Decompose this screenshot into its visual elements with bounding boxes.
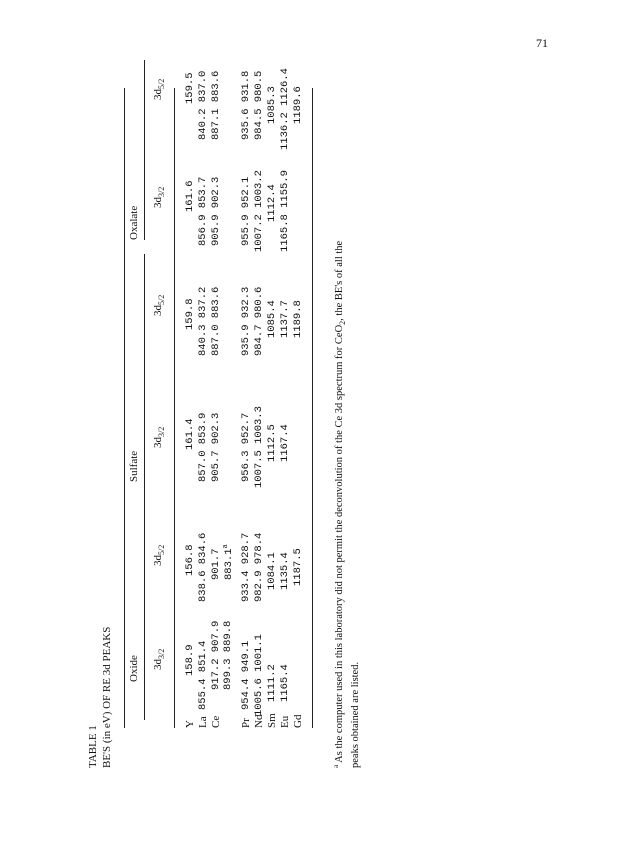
- rotated-table-page: [86, 48, 376, 768]
- oxide-3d32-la: 855.4 851.4: [197, 640, 209, 710]
- oxalate-3d32-y: 161.6: [184, 180, 196, 212]
- oxalate-3d52-nd: 984.5 980.5: [253, 70, 265, 140]
- table-caption: [86, 627, 114, 768]
- table-label: TABLE 1: [87, 725, 99, 768]
- oxalate-3d52-ce: 887.1 883.6: [210, 70, 222, 140]
- subhead-oxalate-3d52: $3d_{5/2}$: [152, 78, 166, 100]
- sulfate-3d52-gd: 1189.8: [292, 300, 304, 338]
- oxalate-3d32-la: 856.9 853.7: [197, 176, 209, 246]
- oxide-3d52-la: 838.6 834.6: [197, 532, 209, 602]
- subhead-oxide-3d52: $3d_{5/2}$: [152, 544, 166, 566]
- oxide-3d52-ce-2: 883.1$^a$: [222, 544, 235, 580]
- footnote-line-1: $^a$ As the computer used in this laboratory did not permit the deconvolution of the Ce 3d spectrum for CeO$_2$, the BE's of all the: [332, 240, 347, 768]
- oxalate-3d32-nd: 1007.2 1003.2: [253, 170, 265, 252]
- oxide-3d32-ce-1: 917.2 907.9: [210, 620, 222, 690]
- group-header-oxalate: Oxalate: [128, 205, 140, 240]
- oxalate-3d32-ce: 905.9 902.3: [210, 176, 222, 246]
- row-label-ce: Ce: [210, 715, 222, 728]
- footnote-mark: a: [332, 764, 340, 768]
- sulfate-3d52-eu: 1137.7: [279, 300, 291, 338]
- group-header-sulfate: Sulfate: [128, 450, 140, 482]
- page-number: 71: [536, 36, 548, 50]
- oxide-3d52-ce-1: 901.7: [210, 548, 222, 580]
- group-header-oxide: Oxide: [128, 655, 140, 682]
- oxide-3d52-gd: 1187.5: [292, 548, 304, 586]
- sulfate-3d32-la: 857.0 853.9: [197, 412, 209, 482]
- subhead-oxalate-3d32: $3d_{3/2}$: [152, 186, 166, 208]
- oxide-3d52-pr: 933.4 928.7: [240, 532, 252, 602]
- row-label-nd: Nd: [253, 714, 265, 728]
- oxide-3d32-sm: 1111.2: [266, 664, 278, 702]
- sulfate-3d52-nd: 984.7 980.6: [253, 286, 265, 356]
- sulfate-3d32-y: 161.4: [184, 418, 196, 450]
- sulfate-group-rule: [144, 254, 145, 482]
- sulfate-3d32-ce: 905.7 902.3: [210, 412, 222, 482]
- subhead-sulfate-3d52: $3d_{5/2}$: [152, 294, 166, 316]
- oxalate-group-rule: [144, 60, 145, 240]
- oxalate-3d32-eu: 1165.8 1155.9: [279, 170, 291, 252]
- footnote-line-2: peaks obtained are listed.: [350, 661, 361, 768]
- sulfate-3d32-nd: 1007.5 1003.3: [253, 406, 265, 488]
- sulfate-3d32-pr: 956.3 952.7: [240, 412, 252, 482]
- row-label-y: Y: [184, 720, 196, 728]
- oxide-3d32-y: 158.9: [184, 644, 196, 676]
- sulfate-3d52-y: 159.8: [184, 298, 196, 330]
- oxalate-3d52-la: 840.2 837.0: [197, 70, 209, 140]
- oxide-3d52-y: 156.8: [184, 544, 196, 576]
- subhead-sulfate-3d32: $3d_{3/2}$: [152, 426, 166, 448]
- sulfate-3d52-la: 840.3 837.2: [197, 286, 209, 356]
- oxide-3d32-ce-2: 899.3 889.8: [222, 620, 234, 690]
- oxalate-3d32-pr: 955.9 952.1: [240, 176, 252, 246]
- row-label-sm: Sm: [266, 713, 278, 728]
- oxide-3d52-sm: 1084.1: [266, 552, 278, 590]
- row-label-la: La: [197, 716, 209, 728]
- oxide-3d32-eu: 1165.4: [279, 664, 291, 702]
- table-top-rule: [124, 88, 125, 728]
- oxide-3d32-pr: 954.4 949.1: [240, 640, 252, 710]
- oxalate-3d52-pr: 935.6 931.8: [240, 70, 252, 140]
- oxalate-3d52-sm: 1085.3: [266, 86, 278, 124]
- sulfate-3d32-sm: 1112.5: [266, 424, 278, 462]
- row-label-eu: Eu: [279, 715, 291, 728]
- oxide-3d52-nd: 982.9 978.4: [253, 532, 265, 602]
- oxalate-3d32-sm: 1112.4: [266, 184, 278, 222]
- oxide-3d32-nd: 1005.6 1001.1: [253, 634, 265, 716]
- subhead-oxide-3d32: $3d_{3/2}$: [152, 648, 166, 670]
- oxalate-3d52-y: 159.5: [184, 72, 196, 104]
- sulfate-3d32-eu: 1167.4: [279, 424, 291, 462]
- table-header-rule: [174, 88, 175, 728]
- sulfate-3d52-ce: 887.0 883.6: [210, 286, 222, 356]
- table-title: BE'S (in eV) OF RE 3d PEAKS: [101, 626, 113, 768]
- oxide-3d52-eu: 1135.4: [279, 552, 291, 590]
- row-label-gd: Gd: [292, 714, 304, 728]
- row-label-pr: Pr: [240, 718, 252, 728]
- sulfate-3d52-sm: 1085.4: [266, 300, 278, 338]
- sulfate-3d52-pr: 935.9 932.3: [240, 286, 252, 356]
- oxide-group-rule: [144, 482, 145, 720]
- oxalate-3d52-eu: 1136.2 1126.4: [279, 68, 291, 150]
- oxalate-3d52-gd: 1189.6: [292, 86, 304, 124]
- table-footnote: [330, 48, 362, 768]
- footnote-marker: a: [222, 544, 230, 549]
- table-bottom-rule: [312, 88, 313, 728]
